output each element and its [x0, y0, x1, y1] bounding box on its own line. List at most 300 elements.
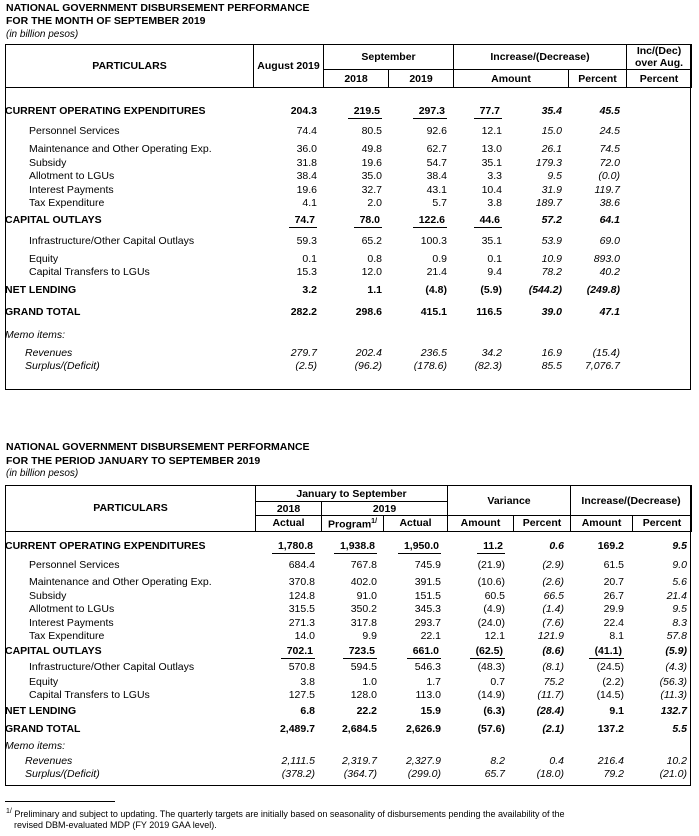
cell-over-aug: 74.5 — [599, 143, 620, 156]
table2-header-actual2: Actual — [399, 517, 432, 530]
cell-program2019: 317.8 — [350, 616, 377, 629]
cell-sep2018 — [323, 211, 388, 231]
table2-header — [5, 485, 692, 532]
table-row — [5, 576, 691, 590]
cell-var-percent: (2.6) — [542, 576, 564, 589]
cell-actual2018: 3.8 — [300, 675, 315, 688]
cell-percent: 31.9 — [541, 183, 562, 196]
cell-program2019 — [321, 644, 383, 660]
cell-percent: 9.5 — [547, 170, 562, 183]
cell-value: 44.6 — [474, 214, 502, 228]
cell-amount: 35.1 — [481, 156, 502, 169]
cell-actual2019: 745.9 — [414, 558, 441, 571]
cell-percent: 39.0 — [541, 306, 562, 318]
row-label: Capital Transfers to LGUs — [29, 689, 150, 702]
cell-value: 1,950.0 — [398, 540, 441, 554]
cell-actual2019 — [383, 644, 447, 660]
cell-inc-amount: 61.5 — [603, 558, 624, 571]
cell-inc-amount — [570, 739, 632, 755]
cell-aug2019: 282.2 — [290, 306, 317, 318]
cell-program2019 — [321, 538, 383, 554]
cell-var-percent — [513, 739, 570, 755]
cell-var-amount: (10.6) — [477, 576, 505, 589]
table-row — [5, 703, 691, 721]
row-label: Allotment to LGUs — [29, 603, 115, 616]
cell-sep2019: 38.4 — [426, 170, 447, 183]
table1-header-2019: 2019 — [409, 72, 433, 85]
cell-aug2019: 31.8 — [296, 156, 317, 169]
cell-actual2019: 2,626.9 — [405, 723, 441, 735]
cell-aug2019: 59.3 — [296, 235, 317, 247]
table-row — [5, 266, 691, 280]
row-label: CAPITAL OUTLAYS — [5, 214, 102, 226]
cell-percent: 10.9 — [541, 252, 562, 265]
cell-sep2019: 62.7 — [426, 143, 447, 156]
cell-actual2019: 22.1 — [420, 630, 441, 643]
cell-over-aug: 47.1 — [599, 306, 620, 318]
cell-aug2019: (2.5) — [295, 360, 317, 373]
cell-inc-percent: (21.0) — [659, 768, 687, 781]
footnote-rule — [5, 801, 115, 802]
cell-actual2018: 271.3 — [288, 616, 315, 629]
cell-sep2019: 236.5 — [420, 346, 447, 359]
cell-var-amount: 60.5 — [484, 589, 505, 602]
table-row — [5, 538, 691, 554]
row-label: Infrastructure/Other Capital Outlays — [29, 235, 195, 247]
table1-title-line2: FOR THE MONTH OF SEPTEMBER 2019 — [6, 15, 206, 27]
cell-over-aug: 45.5 — [599, 105, 620, 117]
row-label: Allotment to LGUs — [29, 170, 115, 183]
cell-percent: 26.1 — [541, 143, 562, 156]
cell-actual2018: 2,111.5 — [281, 754, 315, 767]
cell-inc-amount: 26.7 — [603, 589, 624, 602]
cell-amount: (82.3) — [474, 360, 502, 373]
cell-var-percent: 0.4 — [549, 754, 564, 767]
cell-actual2019: (299.0) — [407, 768, 441, 781]
cell-var-percent: 75.2 — [543, 675, 564, 688]
cell-inc-amount: 9.1 — [609, 705, 624, 717]
table2-title-line2: FOR THE PERIOD JANUARY TO SEPTEMBER 2019 — [6, 455, 261, 467]
cell-amount: 35.1 — [481, 235, 502, 247]
cell-var-amount: (4.9) — [483, 603, 505, 616]
cell-var-percent: (8.1) — [542, 661, 564, 673]
cell-sep2018: 19.6 — [361, 156, 382, 169]
cell-over-aug: 38.6 — [599, 197, 620, 210]
row-label: Subsidy — [29, 156, 67, 169]
cell-sep2019: 0.9 — [432, 252, 447, 265]
cell-actual2018: 2,489.7 — [279, 723, 315, 735]
cell-var-amount: (21.9) — [477, 558, 505, 571]
cell-aug2019 — [253, 324, 323, 347]
cell-var-amount — [447, 644, 513, 660]
cell-program2019: 594.5 — [350, 661, 377, 673]
cell-inc-percent: 9.5 — [672, 603, 687, 616]
cell-over-aug: 893.0 — [593, 252, 620, 265]
cell-sep2018: 35.0 — [361, 170, 382, 183]
cell-actual2019: 391.5 — [414, 576, 441, 589]
row-label: Subsidy — [29, 589, 67, 602]
cell-inc-percent: 132.7 — [660, 705, 687, 717]
cell-sep2018: 202.4 — [355, 346, 382, 359]
cell-inc-percent: 21.4 — [666, 589, 687, 602]
cell-sep2018: 80.5 — [361, 125, 382, 137]
cell-program2019: 91.0 — [356, 589, 377, 602]
table-row — [5, 347, 691, 361]
cell-sep2019: 43.1 — [426, 183, 447, 196]
table-row — [5, 689, 691, 703]
table-row — [5, 120, 691, 143]
cell-value: 661.0 — [407, 645, 441, 659]
cell-percent: 35.4 — [541, 105, 562, 117]
table2-title-line1: NATIONAL GOVERNMENT DISBURSEMENT PERFORMANCE — [6, 441, 310, 453]
table-row — [5, 644, 691, 660]
cell-var-amount: 12.1 — [484, 630, 505, 643]
cell-inc-amount: 137.2 — [597, 723, 624, 735]
table-row — [5, 660, 691, 676]
cell-sep2019 — [388, 211, 453, 231]
row-label: Personnel Services — [29, 125, 120, 137]
cell-amount: (5.9) — [480, 284, 502, 296]
table1-header-percent: Percent — [578, 72, 617, 85]
cell-actual2019: 15.9 — [420, 705, 441, 717]
cell-over-aug: (15.4) — [592, 346, 620, 359]
table-row — [5, 755, 691, 769]
table2-header-program: Program — [327, 518, 372, 531]
cell-inc-percent: 5.5 — [672, 723, 687, 735]
table-row — [5, 170, 691, 184]
cell-var-percent: (11.7) — [537, 689, 564, 702]
cell-over-aug: 72.0 — [599, 156, 620, 169]
cell-var-percent: (28.4) — [536, 705, 564, 717]
cell-program2019: 350.2 — [350, 603, 377, 616]
cell-sep2019 — [388, 103, 453, 120]
cell-aug2019: 0.1 — [302, 252, 317, 265]
cell-inc-amount: 79.2 — [603, 768, 624, 781]
table2-header-actual1: Actual — [272, 517, 305, 530]
cell-program2019: 2,319.7 — [341, 754, 377, 767]
cell-aug2019: 4.1 — [302, 197, 317, 210]
cell-value: 78.0 — [354, 214, 382, 228]
cell-amount: 3.8 — [487, 197, 502, 210]
table2-header-jansep: January to September — [296, 487, 407, 500]
row-label: Interest Payments — [29, 616, 114, 629]
cell-inc-percent: (56.3) — [659, 675, 687, 688]
table-row — [5, 617, 691, 631]
cell-value: 1,780.8 — [272, 540, 315, 554]
cell-sep2018: 49.8 — [361, 143, 382, 156]
table-row — [5, 739, 691, 755]
cell-var-amount — [447, 538, 513, 554]
table-row — [5, 184, 691, 198]
cell-sep2018: 298.6 — [355, 306, 382, 318]
cell-sep2019: 92.6 — [426, 125, 447, 137]
cell-percent: 15.0 — [541, 125, 562, 137]
row-label: Interest Payments — [29, 183, 114, 196]
row-label: NET LENDING — [5, 705, 77, 717]
cell-amount: 9.4 — [487, 266, 502, 279]
cell-over-aug: 24.5 — [599, 125, 620, 137]
cell-actual2019: 151.5 — [414, 589, 441, 602]
cell-actual2018: 124.8 — [288, 589, 315, 602]
table1-body — [5, 103, 691, 374]
cell-amount: 12.1 — [481, 125, 502, 137]
cell-var-amount: (24.0) — [477, 616, 505, 629]
cell-percent: 85.5 — [541, 360, 562, 373]
table-row — [5, 253, 691, 267]
cell-value: (62.5) — [470, 645, 505, 659]
row-label: Memo items: — [5, 740, 66, 752]
cell-var-percent: 66.5 — [543, 589, 564, 602]
cell-inc-percent — [632, 739, 691, 755]
table2-header-amount1: Amount — [460, 517, 501, 530]
cell-amount: 13.0 — [481, 143, 502, 156]
cell-sep2019 — [388, 324, 453, 347]
cell-amount — [453, 211, 512, 231]
cell-amount — [453, 324, 512, 347]
cell-aug2019: 3.2 — [302, 284, 317, 296]
cell-sep2018: 0.8 — [367, 252, 382, 265]
table2-header-2018: 2018 — [276, 502, 301, 515]
cell-over-aug — [568, 324, 626, 347]
row-label: Infrastructure/Other Capital Outlays — [29, 661, 195, 673]
cell-aug2019: 204.3 — [290, 105, 317, 117]
cell-amount: 34.2 — [481, 346, 502, 359]
row-label: CAPITAL OUTLAYS — [5, 645, 102, 657]
cell-sep2018 — [323, 324, 388, 347]
cell-inc-percent: 9.5 — [672, 539, 687, 552]
cell-actual2019: 1.7 — [426, 675, 441, 688]
table-row — [5, 768, 691, 782]
table1-header-amount: Amount — [491, 72, 531, 85]
cell-value: 122.6 — [413, 214, 447, 228]
row-label: Equity — [29, 675, 59, 688]
cell-var-amount: 0.7 — [490, 675, 505, 688]
cell-inc-percent: (4.3) — [665, 661, 687, 673]
table-row — [5, 103, 691, 120]
cell-sep2019: 5.7 — [432, 197, 447, 210]
cell-percent: (544.2) — [528, 284, 562, 296]
table1-header-particulars: PARTICULARS — [92, 60, 167, 72]
footnote-line1: Preliminary and subject to updating. The quarterly targets are initially based on seasonality of disbursements pending the availability of the — [14, 809, 565, 819]
cell-var-percent: (8.6) — [542, 645, 564, 657]
cell-inc-percent: 8.3 — [672, 616, 687, 629]
cell-value: 723.5 — [343, 645, 377, 659]
table1-header-percent2: Percent — [639, 72, 679, 85]
cell-percent: 57.2 — [541, 214, 562, 226]
table-row — [5, 211, 691, 231]
row-label: Surplus/(Deficit) — [25, 768, 100, 781]
cell-program2019 — [321, 739, 383, 755]
table2-header-variance: Variance — [487, 494, 531, 507]
table1-header-incaug2: over Aug. — [634, 57, 684, 69]
cell-amount: 3.3 — [487, 170, 502, 183]
row-label: Capital Transfers to LGUs — [29, 266, 150, 279]
table2-header-particulars: PARTICULARS — [93, 502, 168, 515]
cell-inc-amount: 22.4 — [603, 616, 624, 629]
cell-value: 219.5 — [348, 105, 382, 119]
cell-over-aug: 119.7 — [594, 183, 620, 196]
cell-aug2019: 19.6 — [296, 183, 317, 196]
cell-inc-percent: 57.8 — [666, 630, 687, 643]
table2-header-program-sup: 1/ — [371, 518, 378, 525]
row-label: GRAND TOTAL — [5, 723, 81, 735]
cell-actual2018 — [255, 538, 321, 554]
cell-value: 297.3 — [413, 105, 447, 119]
table-row — [5, 630, 691, 644]
table2-body — [5, 538, 691, 782]
cell-percent: 179.3 — [535, 156, 562, 169]
cell-actual2018: 14.0 — [294, 630, 315, 643]
table2-header-percent1: Percent — [522, 517, 562, 530]
cell-value: 74.7 — [289, 214, 317, 228]
cell-program2019: 1.0 — [362, 675, 377, 688]
cell-sep2019: 21.4 — [426, 266, 447, 279]
table-row — [5, 231, 691, 253]
table-row — [5, 197, 691, 211]
cell-percent: 16.9 — [541, 346, 562, 359]
cell-actual2018: 570.8 — [288, 661, 315, 673]
table1-header-september: September — [361, 51, 416, 63]
cell-sep2018: 32.7 — [361, 183, 382, 196]
cell-value: (41.1) — [589, 645, 624, 659]
cell-sep2018 — [323, 103, 388, 120]
row-label: Memo items: — [5, 328, 66, 341]
table2-header-percent2: Percent — [642, 517, 682, 530]
table1-header — [5, 44, 692, 88]
cell-percent: 53.9 — [541, 235, 562, 247]
cell-actual2019: 293.7 — [414, 616, 441, 629]
table-row — [5, 324, 691, 347]
cell-percent: 189.7 — [535, 197, 562, 210]
table1-title-line1: NATIONAL GOVERNMENT DISBURSEMENT PERFORMANCE — [6, 2, 310, 14]
cell-actual2019: 546.3 — [414, 661, 441, 673]
cell-var-percent: 0.6 — [549, 539, 564, 552]
cell-sep2019: (4.8) — [425, 284, 447, 296]
table1-unit: (in billion pesos) — [6, 29, 79, 40]
table-row — [5, 590, 691, 604]
cell-aug2019: 38.4 — [296, 170, 317, 183]
table-row — [5, 721, 691, 739]
cell-sep2019: 54.7 — [426, 156, 447, 169]
cell-sep2019: 100.3 — [420, 235, 447, 247]
cell-value: 702.1 — [281, 645, 315, 659]
row-label: Maintenance and Other Operating Exp. — [29, 143, 212, 156]
cell-over-aug: 64.1 — [599, 214, 620, 226]
table1-header-aug: August 2019 — [257, 60, 320, 72]
cell-var-amount: (48.3) — [477, 661, 505, 673]
cell-actual2019: 345.3 — [414, 603, 441, 616]
cell-sep2018: 2.0 — [367, 197, 382, 210]
cell-actual2019 — [383, 739, 447, 755]
cell-value: 77.7 — [474, 105, 502, 119]
cell-percent: 78.2 — [541, 266, 562, 279]
cell-over-aug: (0.0) — [598, 170, 620, 183]
cell-aug2019: 74.4 — [296, 125, 317, 137]
cell-actual2018: 370.8 — [288, 576, 315, 589]
cell-var-amount: 65.7 — [484, 768, 505, 781]
cell-var-amount — [447, 739, 513, 755]
cell-sep2019: 415.1 — [420, 306, 447, 318]
cell-aug2019: 36.0 — [296, 143, 317, 156]
table-row — [5, 554, 691, 576]
cell-sep2018: (96.2) — [354, 360, 382, 373]
cell-actual2019 — [383, 538, 447, 554]
row-label: Surplus/(Deficit) — [25, 360, 100, 373]
cell-var-amount: (57.6) — [477, 723, 505, 735]
cell-value: 1,938.8 — [334, 540, 377, 554]
cell-sep2018: 12.0 — [361, 266, 382, 279]
cell-inc-amount: (24.5) — [596, 661, 624, 673]
cell-over-aug: (249.8) — [586, 284, 620, 296]
table-row — [5, 157, 691, 171]
footnote-mark: 1/ — [6, 808, 12, 815]
table-row — [5, 676, 691, 690]
cell-var-percent: (2.1) — [542, 723, 564, 735]
row-label: Maintenance and Other Operating Exp. — [29, 576, 212, 589]
cell-inc-amount: (2.2) — [602, 675, 624, 688]
cell-var-percent: 121.9 — [537, 630, 564, 643]
cell-percent — [512, 324, 568, 347]
row-label: Personnel Services — [29, 558, 120, 571]
cell-var-percent: (1.4) — [542, 603, 564, 616]
cell-var-amount: (6.3) — [483, 705, 505, 717]
cell-inc-percent: (11.3) — [660, 689, 687, 702]
cell-var-percent: (18.0) — [536, 768, 564, 781]
cell-inc-amount: 29.9 — [603, 603, 624, 616]
row-label: CURRENT OPERATING EXPENDITURES — [5, 539, 206, 552]
table2-header-2019: 2019 — [372, 502, 397, 515]
cell-sep2018: 1.1 — [367, 284, 382, 296]
cell-inc-amount: (14.5) — [596, 689, 624, 702]
cell-inc-percent: 10.2 — [666, 754, 687, 767]
cell-sep2018: 65.2 — [361, 235, 382, 247]
footnote — [6, 806, 686, 831]
cell-actual2018: 315.5 — [288, 603, 315, 616]
table1-header-2018: 2018 — [344, 72, 368, 85]
row-label: GRAND TOTAL — [5, 306, 81, 318]
cell-aug2019: 15.3 — [296, 266, 317, 279]
cell-var-percent: (7.6) — [542, 616, 564, 629]
table1-header-incdec: Increase/(Decrease) — [490, 51, 590, 63]
cell-actual2019: 2,327.9 — [405, 754, 441, 767]
cell-inc-percent: 5.6 — [672, 576, 687, 589]
cell-actual2019: 113.0 — [415, 689, 441, 702]
row-label: Tax Expenditure — [29, 630, 105, 643]
cell-program2019: 2,684.5 — [341, 723, 377, 735]
cell-inc-amount — [570, 644, 632, 660]
cell-aug2019 — [253, 211, 323, 231]
cell-actual2018 — [255, 644, 321, 660]
table-row — [5, 280, 691, 302]
row-label: Tax Expenditure — [29, 197, 105, 210]
cell-inc-amount: 8.1 — [609, 630, 624, 643]
cell-var-amount: 8.2 — [490, 754, 505, 767]
cell-actual2018: 6.8 — [300, 705, 315, 717]
cell-inc-percent: (5.9) — [665, 645, 687, 657]
cell-actual2018: 127.5 — [288, 689, 315, 702]
cell-amount: 10.4 — [481, 183, 502, 196]
cell-var-amount: (14.9) — [477, 689, 505, 702]
cell-actual2018: (378.2) — [281, 768, 315, 781]
table-row — [5, 603, 691, 617]
cell-program2019: 22.2 — [356, 705, 377, 717]
cell-inc-amount: 169.2 — [597, 539, 624, 552]
cell-program2019: 767.8 — [350, 558, 377, 571]
cell-program2019: 9.9 — [362, 630, 377, 643]
cell-program2019: 128.0 — [350, 689, 377, 702]
table1-header-incaug1: Inc/(Dec) — [636, 45, 682, 57]
cell-over-aug: 69.0 — [599, 235, 620, 247]
